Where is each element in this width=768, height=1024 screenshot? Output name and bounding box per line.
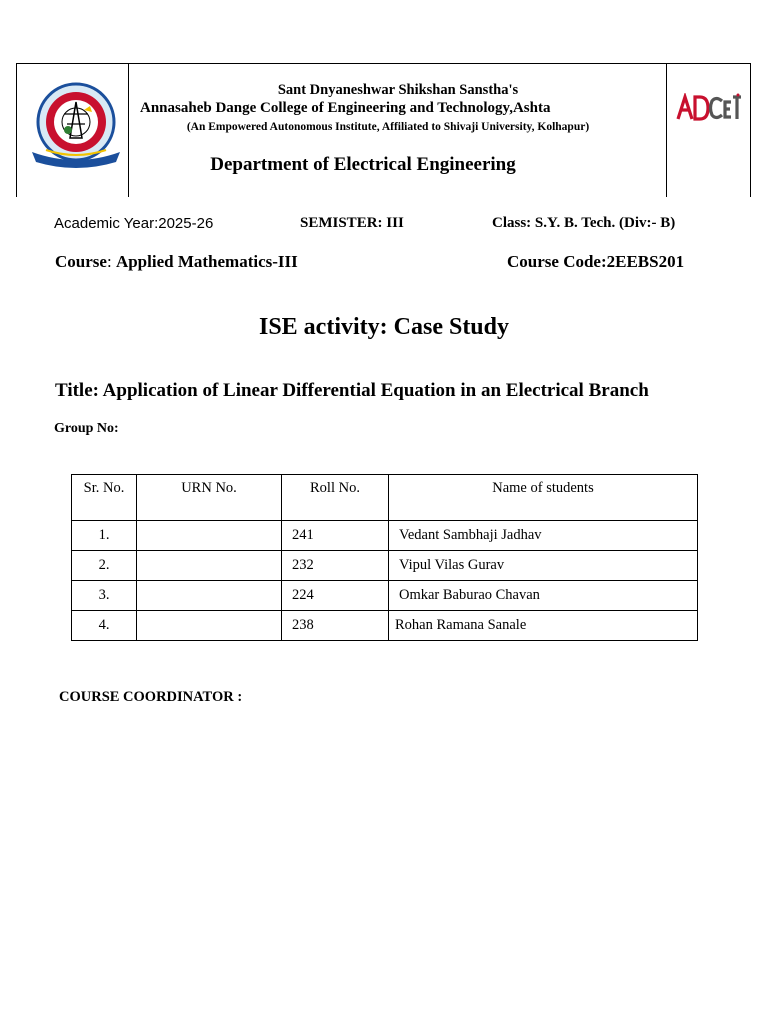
col-header-name: Name of students <box>389 475 698 521</box>
college-affiliation: (An Empowered Autonomous Institute, Affiliated to Shivaji University, Kolhapur) <box>186 121 590 133</box>
cell-roll: 224 <box>282 581 389 611</box>
cell-urn <box>137 551 282 581</box>
society-name: Sant Dnyaneshwar Shikshan Sanstha's <box>277 82 519 98</box>
header-divider-right <box>666 64 667 197</box>
cell-urn <box>137 581 282 611</box>
table-row <box>72 581 698 611</box>
course-coordinator-label: COURSE COORDINATOR : <box>59 689 243 705</box>
students-table <box>71 474 698 641</box>
table-row <box>72 521 698 551</box>
table-header-row <box>72 475 698 521</box>
class-division: Class: S.Y. B. Tech. (Div:- B) <box>492 215 676 231</box>
course-separator: : <box>106 252 116 271</box>
college-seal-logo <box>24 80 128 170</box>
department-name: Department of Electrical Engineering <box>210 154 516 175</box>
col-header-roll: Roll No. <box>282 475 389 521</box>
course-label: Course <box>55 252 107 271</box>
col-header-sr: Sr. No. <box>72 475 137 521</box>
adcet-logo <box>676 93 742 121</box>
cell-roll: 232 <box>282 551 389 581</box>
col-header-urn: URN No. <box>137 475 282 521</box>
cell-name: Omkar Baburao Chavan <box>389 581 698 611</box>
course-name: Applied Mathematics-III <box>115 252 298 271</box>
semester: SEMISTER: III <box>300 215 404 231</box>
college-name: Annasaheb Dange College of Engineering and Technology,Ashta <box>140 100 551 116</box>
table-row <box>72 551 698 581</box>
academic-year: Academic Year:2025-26 <box>54 215 214 232</box>
group-number-label: Group No: <box>54 421 119 436</box>
cell-sr: 1. <box>72 521 137 551</box>
cell-urn <box>137 611 282 641</box>
cell-name: Vipul Vilas Gurav <box>389 551 698 581</box>
cell-sr: 4. <box>72 611 137 641</box>
cell-name: Rohan Ramana Sanale <box>389 611 698 641</box>
cell-name: Vedant Sambhaji Jadhav <box>389 521 698 551</box>
project-title: Title: Application of Linear Differential Equation in an Electrical Branch <box>55 380 649 401</box>
cell-sr: 2. <box>72 551 137 581</box>
cell-roll: 238 <box>282 611 389 641</box>
cell-urn <box>137 521 282 551</box>
cell-sr: 3. <box>72 581 137 611</box>
course-code: Course Code:2EEBS201 <box>507 252 685 271</box>
table-row <box>72 611 698 641</box>
course-line <box>55 252 298 272</box>
header-divider-left <box>128 64 129 197</box>
cell-roll: 241 <box>282 521 389 551</box>
activity-title: ISE activity: Case Study <box>258 314 510 340</box>
